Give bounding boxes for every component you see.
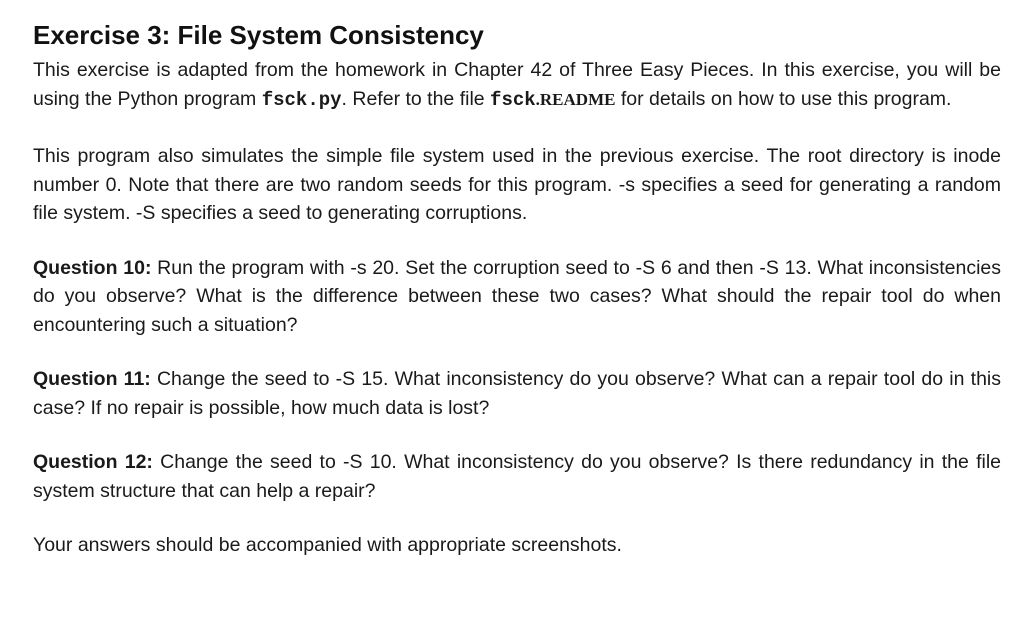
question-10-label: Question 10: [33,256,152,279]
readme-filename-suffix: .README [535,89,616,109]
question-10 [33,254,1001,340]
question-12-text: Change the seed to -S 10. What inconsistency do you observe? Is there redundancy in the file system structure that can help a repair? [33,451,1001,502]
exercise-title: Exercise 3: File System Consistency [33,20,484,50]
question-12-label: Question 12: [33,451,153,473]
intro-text-2: . Refer to the file [341,87,491,110]
document-page [33,18,1001,560]
question-11-label: Question 11: [33,368,151,390]
simulation-paragraph: This program also simulates the simple file system used in the previous exercise. The root directory is inode number 0. Note that there are two random seeds for this program. -s specifies a seed for generating a random file system. -S specifies a seed to generating corruptions. [33,145,1001,224]
intro-text-1: This exercise is adapted from the homework in Chapter 42 of Three Easy Pieces. In this exercise, you will be using the Python program [33,59,1001,110]
intro-text-3: for details on how to use this program. [615,87,952,110]
closing-paragraph: Your answers should be accompanied with appropriate screenshots. [33,534,622,556]
question-12 [33,448,1001,505]
readme-filename-prefix: fsck [490,88,536,111]
question-10-text: Run the program with -s 20. Set the corruption seed to -S 6 and then -S 13. What inconsistencies do you observe? What is the difference between these two cases? What should the repair tool do when encountering such a situation? [33,256,1001,336]
question-11 [33,365,1001,422]
question-11-text: Change the seed to -S 15. What inconsistency do you observe? What can a repair tool do in this case? If no repair is possible, how much data is lost? [33,368,1001,419]
intro-paragraph [33,56,1001,114]
program-filename: fsck.py [261,88,342,111]
